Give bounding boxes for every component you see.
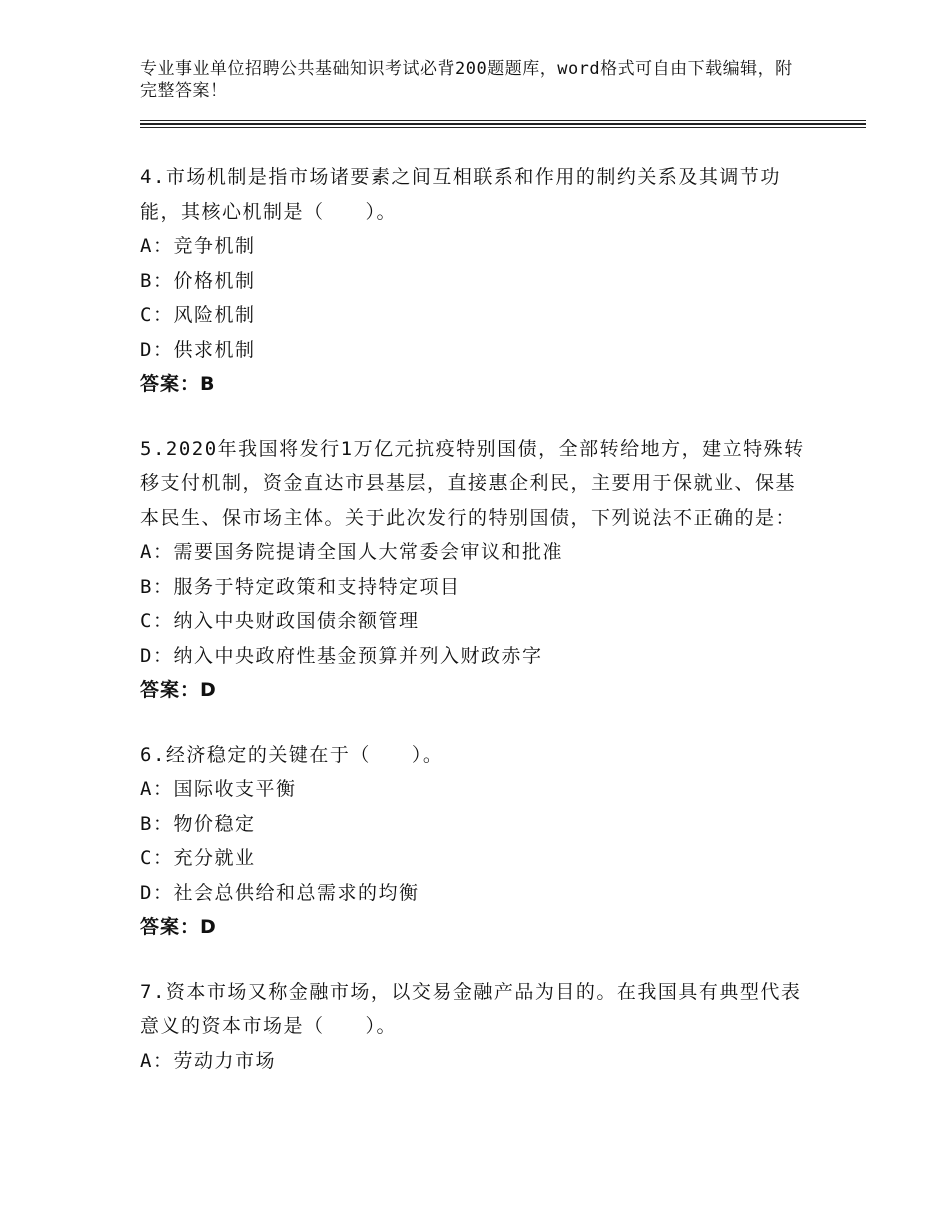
question-5 (140, 432, 810, 708)
option-c: C：充分就业 (140, 847, 256, 869)
question-4 (140, 160, 810, 402)
header-rule-bottom (140, 127, 866, 128)
option-a: A：需要国务院提请全国人大常委会审议和批准 (140, 541, 563, 563)
answer: 答案：D (140, 679, 217, 701)
question-stem: 4.市场机制是指市场诸要素之间互相联系和作用的制约关系及其调节功能，其核心机制是（ ）。 (140, 166, 781, 223)
header-rule-middle (140, 123, 866, 125)
question-6 (140, 738, 810, 945)
header-rule-top (140, 120, 866, 121)
option-d: D：纳入中央政府性基金预算并列入财政赤字 (140, 644, 543, 667)
answer: 答案：D (140, 916, 217, 938)
option-a: A：劳动力市场 (140, 1049, 276, 1072)
option-b: B：价格机制 (140, 269, 256, 292)
option-b: B：服务于特定政策和支持特定项目 (140, 575, 461, 598)
option-a: A：国际收支平衡 (140, 778, 297, 800)
option-a: A：竞争机制 (140, 235, 256, 257)
option-d: D：社会总供给和总需求的均衡 (140, 881, 420, 904)
option-d: D：供求机制 (140, 338, 256, 361)
option-c: C：纳入中央财政国债余额管理 (140, 610, 420, 632)
question-7 (140, 975, 810, 1079)
answer: 答案：B (140, 373, 216, 395)
page-header: 专业事业单位招聘公共基础知识考试必背200题题库，word格式可自由下载编辑，附完整答案！ (140, 59, 793, 101)
question-stem: 7.资本市场又称金融市场，以交易金融产品为目的。在我国具有典型代表意义的资本市场是（ ）。 (140, 980, 802, 1037)
option-b: B：物价稳定 (140, 812, 256, 835)
question-stem: 5.2020年我国将发行1万亿元抗疫特别国债，全部转给地方，建立特殊转移支付机制，资金直达市县基层，直接惠企利民，主要用于保就业、保基本民生、保市场主体。关于此次发行的特别国债，下列说法不正确的是： (140, 437, 805, 529)
question-list (140, 160, 810, 1108)
option-c: C：风险机制 (140, 304, 256, 326)
question-stem: 6.经济稳定的关键在于（ ）。 (140, 743, 444, 766)
